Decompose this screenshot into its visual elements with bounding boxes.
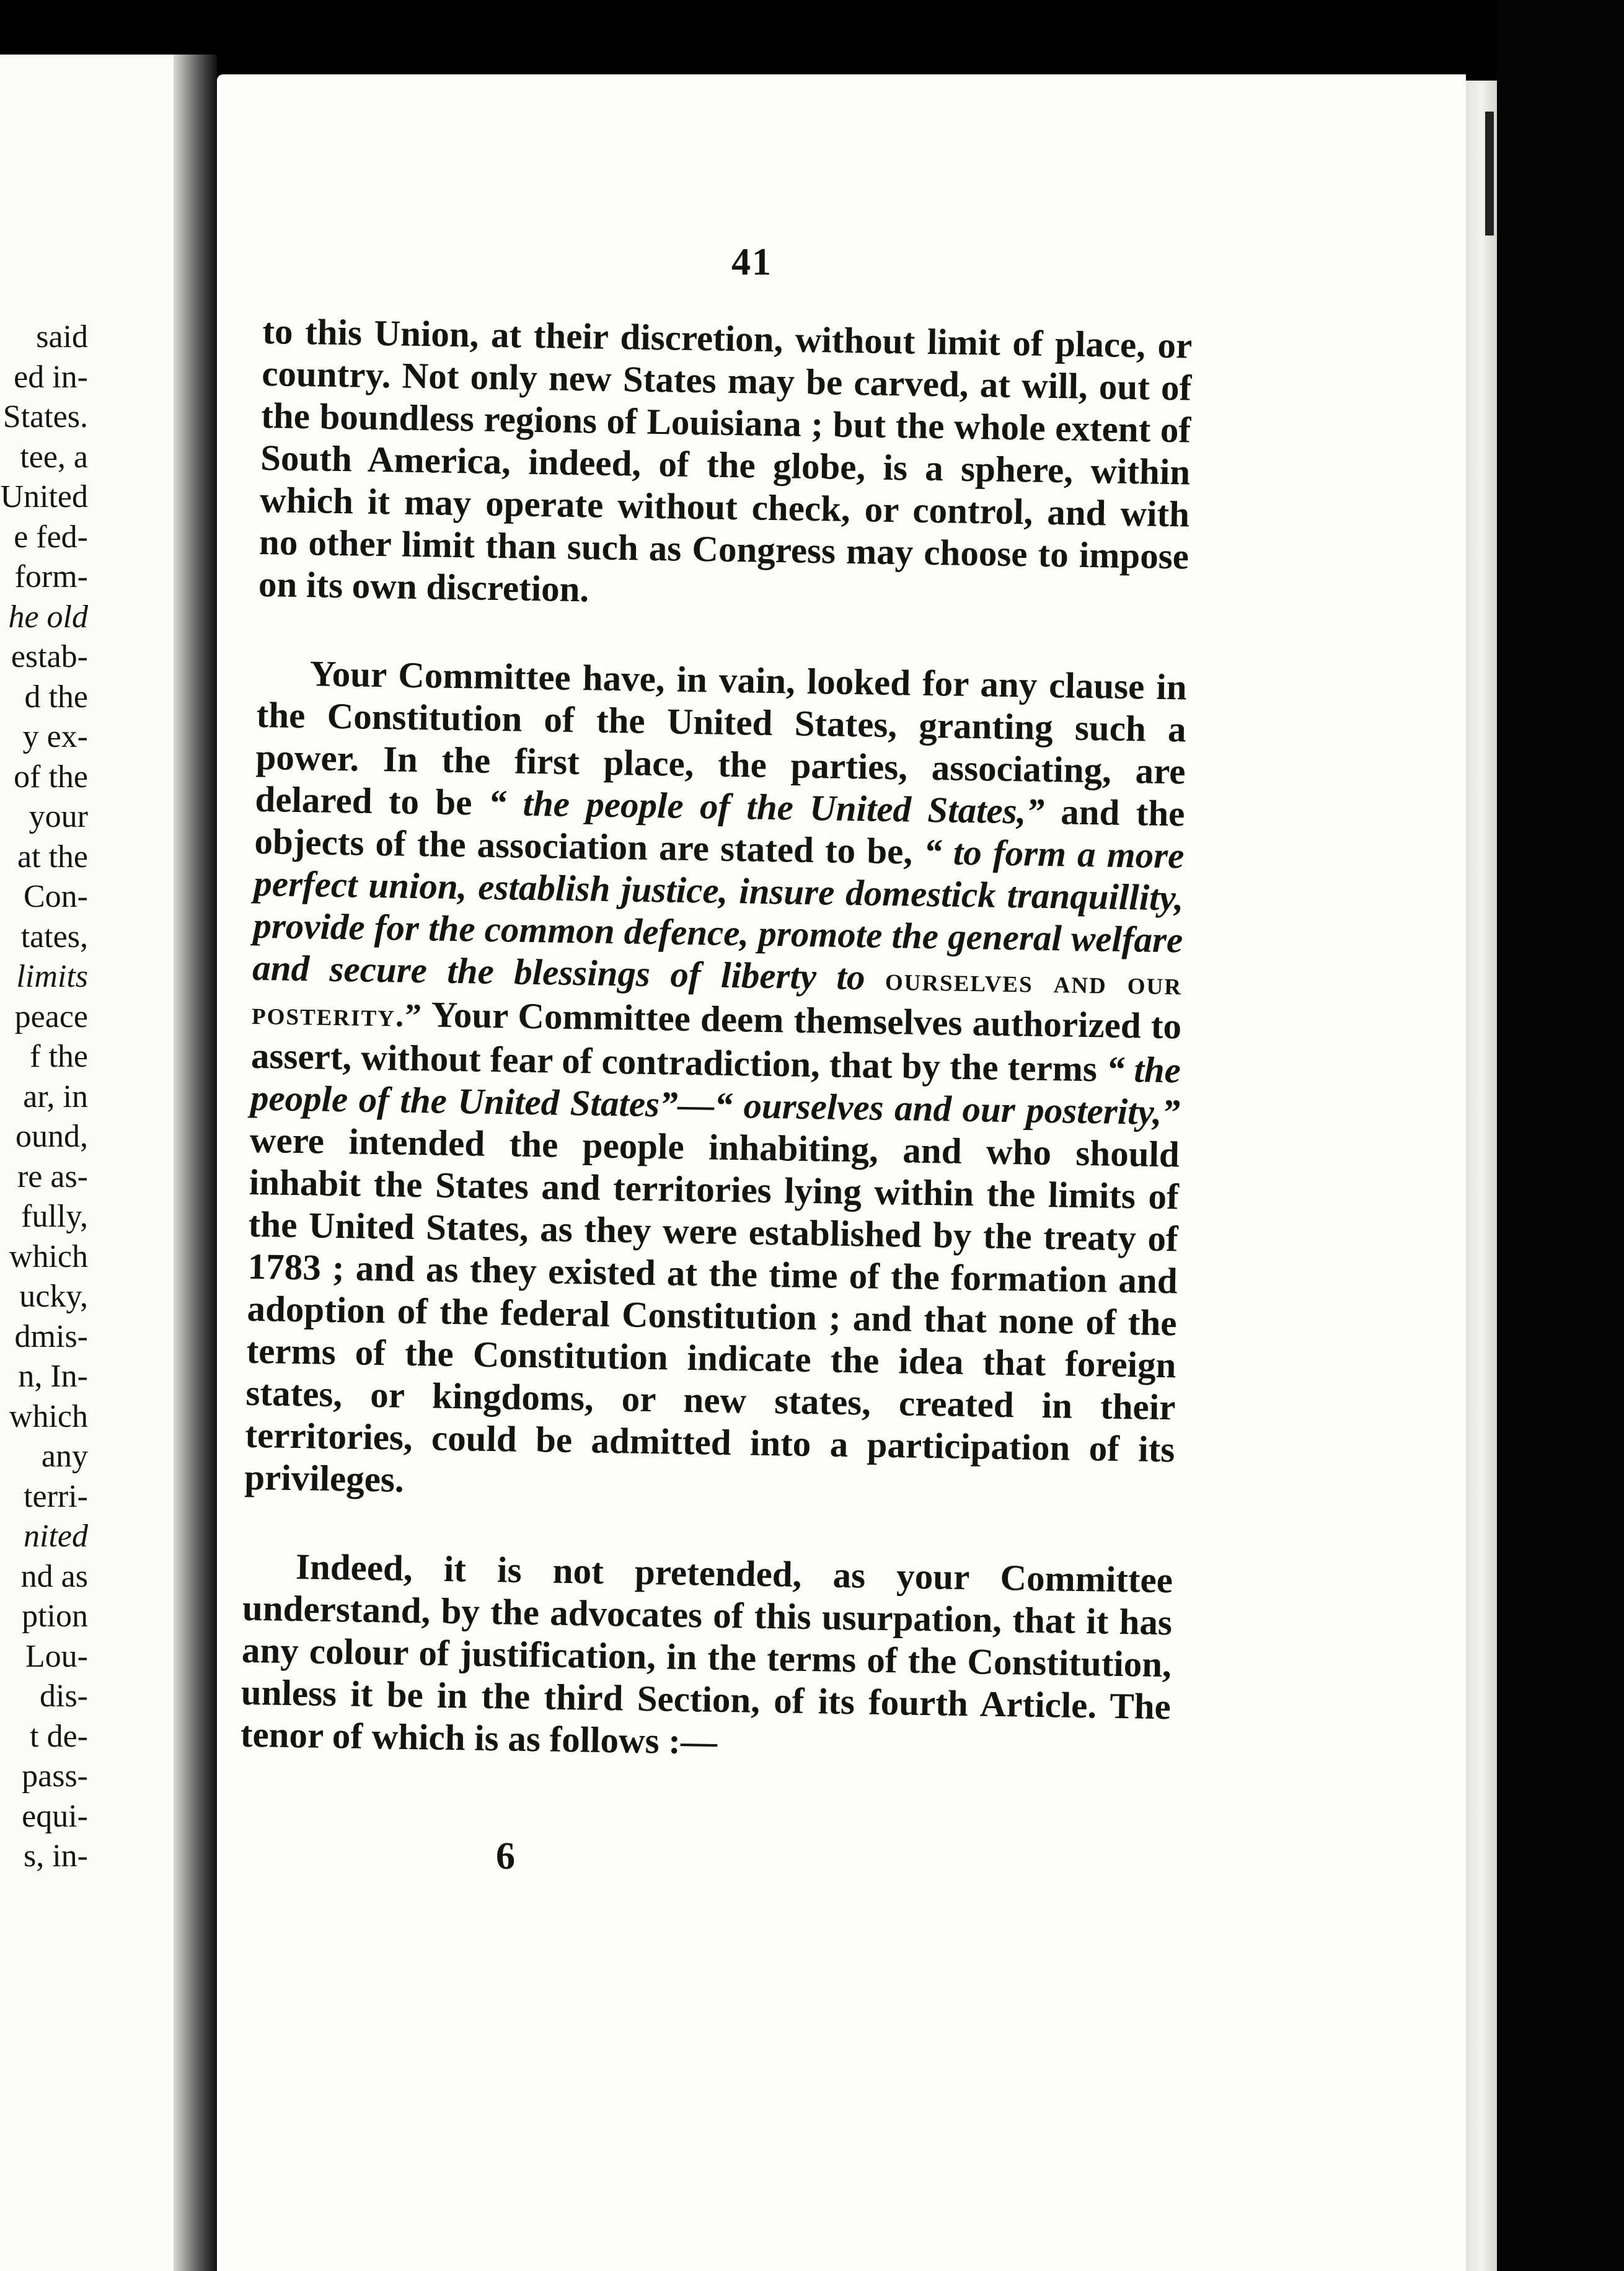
facing-page-line: f the <box>30 1039 88 1074</box>
facing-page-line: limits <box>16 959 88 994</box>
paragraph-2-quote-preamble: “ to form a more perfect union, establish justice, insure domestick tranquillity, provide for the common defence, promote the general welfare and secure the blessings of liberty to <box>252 831 1185 998</box>
facing-page-line: ar, in <box>23 1078 88 1114</box>
body-text <box>240 310 1192 1770</box>
facing-page-line: peace <box>14 999 88 1034</box>
facing-page-line: n, In- <box>18 1359 88 1394</box>
facing-page-line: ucky, <box>19 1279 88 1314</box>
paragraph-1-text: to this Union, at their discretion, without limit of place, or country. Not only new States may be carved, at will, out of the boundless regions of Louisiana ; but the whole extent of South America, indeed, of the globe, is a sphere, within which it may operate without check, or control, and with no other limit than such as Congress may choose to impose on its own discretion. <box>258 310 1193 610</box>
paragraph-2-text-a: Your Committee have, in vain, looked for any clause in the Constitution of the United States, granting such a power. In the first place, the parties, associating, are delared to be <box>255 653 1188 823</box>
facing-page-line: y ex- <box>22 719 88 754</box>
facing-page-line: which <box>9 1238 88 1274</box>
facing-page-line: of the <box>14 759 88 795</box>
facing-page-line: e fed- <box>14 519 88 555</box>
facing-page <box>0 55 186 2271</box>
facing-page-line: tates, <box>20 919 88 955</box>
facing-page-line: States. <box>2 399 88 434</box>
facing-page-line: equi- <box>22 1798 88 1834</box>
paragraph-1 <box>258 310 1193 620</box>
facing-page-line: d the <box>24 679 88 715</box>
page-edge-mark <box>1485 112 1494 236</box>
facing-page-line: your <box>29 799 88 834</box>
facing-page-line: pass- <box>22 1758 88 1794</box>
paragraph-2-text-c: and the objects of the association are stated to be, <box>254 791 1185 872</box>
page-edge <box>1466 81 1497 2271</box>
facing-page-line: which <box>9 1398 88 1434</box>
facing-page-line: s, in- <box>24 1838 88 1874</box>
facing-page-line: ed in- <box>14 359 88 395</box>
facing-page-line: estab- <box>11 639 88 674</box>
signature-mark: 6 <box>496 1835 515 1877</box>
facing-page-line: he old <box>8 599 88 635</box>
paragraph-2-quote-terms: “ the people of the United States”—“ ourselves and our posterity,” <box>250 1048 1181 1133</box>
facing-page-line: tee, a <box>20 439 88 475</box>
facing-page-line: any <box>41 1439 88 1474</box>
facing-page-line: re as- <box>17 1158 88 1194</box>
paragraph-3 <box>240 1545 1173 1770</box>
facing-page-line: Con- <box>24 879 88 914</box>
facing-page-line: fully, <box>21 1199 88 1234</box>
facing-page-line: dis- <box>40 1678 88 1714</box>
page-number: 41 <box>731 241 772 283</box>
paragraph-3-text: Indeed, it is not pretended, as your Committee understand, by the advocates of this usurpation, that it has any colour of justification, in the terms of the Constitution, unless it be in the third Section, of its fourth Article. The tenor of which is as follows :— <box>240 1546 1173 1762</box>
facing-page-line: ound, <box>15 1119 88 1154</box>
facing-page-line: at the <box>17 839 88 875</box>
paragraph-2-text-h: were intended the people inhabiting, and who should inhabit the States and territories lying within the limits of the United States, as they were established by the treaty of 1783 ; and as they existed at the time of the formation and adoption of the federal Constitution ; and that none of the terms of the Constitution indicate the idea that foreign states, or kingdoms, or new states, created in their territories, could be admitted into a participation of its privileges. <box>244 1119 1180 1500</box>
paragraph-2-quote-people: “ the people of the United States,” <box>488 782 1045 832</box>
paragraph-2 <box>244 651 1187 1512</box>
facing-page-line: ption <box>22 1599 88 1634</box>
paragraph-2-text-f: Your Committee deem themselves authorized to assert, without fear of contradiction, that by the terms <box>250 994 1182 1090</box>
facing-page-line: form- <box>14 559 88 594</box>
gutter-shadow <box>174 55 217 2271</box>
facing-page-line: dmis- <box>14 1318 88 1354</box>
facing-page-line: United <box>0 479 88 514</box>
facing-page-line: said <box>36 319 88 355</box>
facing-page-line: nd as <box>20 1558 88 1594</box>
facing-page-line: terri- <box>24 1478 88 1514</box>
facing-page-line: nited <box>24 1519 88 1554</box>
paragraph-2-small-caps: ourselves and our posterity.” <box>251 961 1183 1034</box>
facing-page-line: Lou- <box>25 1638 88 1674</box>
facing-page-line: t de- <box>30 1718 88 1754</box>
background-right <box>1497 0 1624 2271</box>
